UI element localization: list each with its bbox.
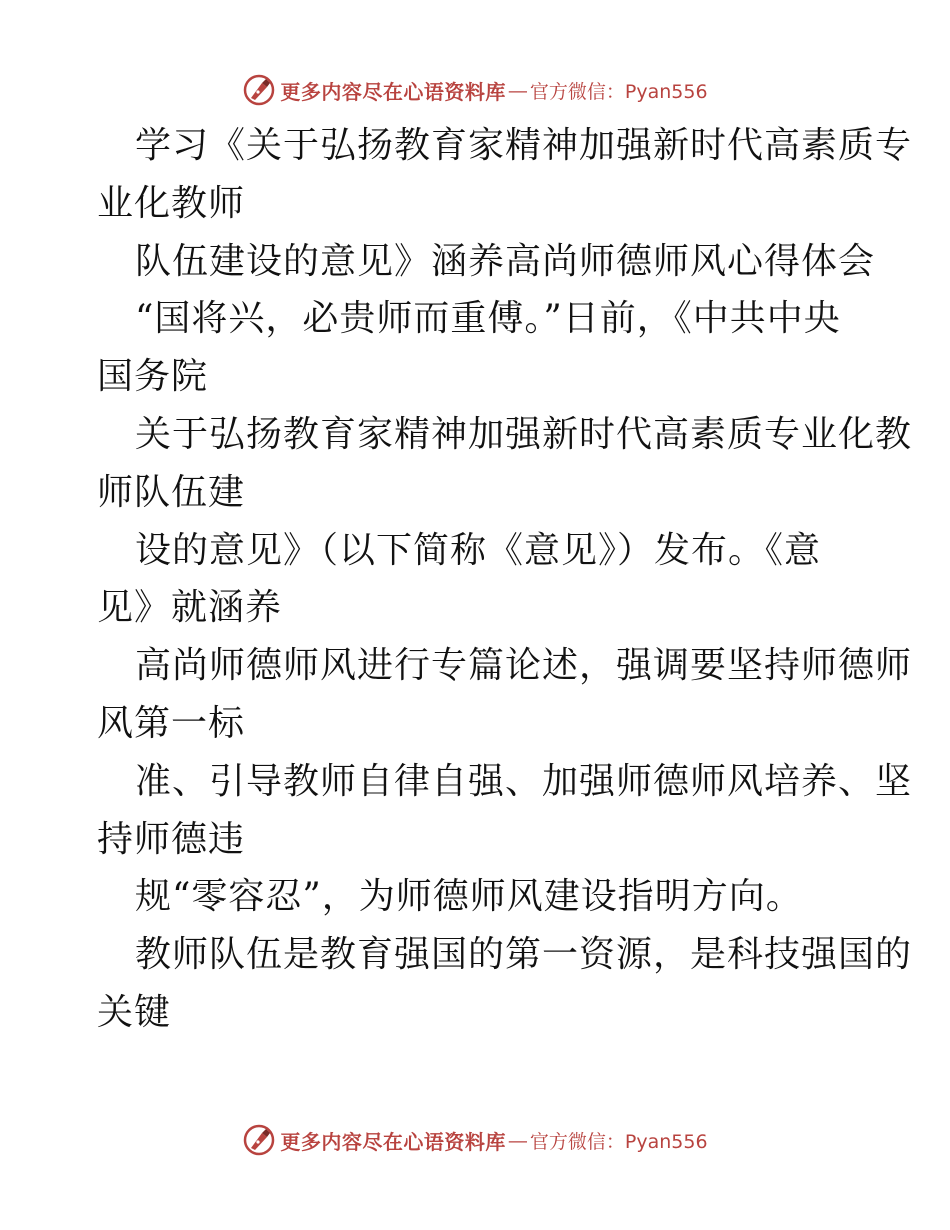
body-text	[97, 117, 913, 1042]
pen-nib-logo-icon	[242, 73, 276, 107]
banner-wechat: 官方微信：Pyan556	[529, 1130, 708, 1153]
text-line: 风第一标	[97, 702, 246, 744]
text-line: 队伍建设的意见》涵养高尚师德师风心得体会	[135, 240, 876, 282]
banner-separator: —	[507, 78, 528, 102]
text-line: 设的意见》（以下简称《意见》）发布。《意	[135, 529, 822, 571]
text-line: 关于弘扬教育家精神加强新时代高素质专业化教	[135, 413, 913, 455]
text-line: 国务院	[97, 356, 209, 398]
text-line: “国将兴，必贵师而重傅。”日前，《中共中央	[135, 298, 841, 340]
text-line: 高尚师德师风进行专篇论述，强调要坚持师德师	[135, 645, 913, 687]
text-line: 关键	[97, 991, 172, 1033]
banner-wechat: 官方微信：Pyan556	[529, 80, 708, 103]
text-line: 教师队伍是教育强国的第一资源，是科技强国的	[135, 934, 913, 976]
text-line: 学习《关于弘扬教育家精神加强新时代高素质专	[135, 125, 913, 166]
text-line: 规“零容忍”，为师德师风建设指明方向。	[135, 876, 803, 918]
text-line: 持师德违	[97, 818, 246, 860]
text-line: 师队伍建	[97, 471, 246, 513]
text-line: 见》就涵养	[97, 587, 283, 629]
pen-nib-logo-icon	[242, 1123, 276, 1157]
banner-separator: —	[507, 1128, 528, 1152]
banner-text: 更多内容尽在心语资料库	[280, 79, 506, 104]
footer-banner	[0, 1120, 950, 1160]
header-banner	[0, 70, 950, 110]
text-line: 准、引导教师自律自强、加强师德师风培养、坚	[135, 760, 913, 802]
banner-text: 更多内容尽在心语资料库	[280, 1129, 506, 1154]
text-line: 业化教师	[97, 182, 246, 224]
